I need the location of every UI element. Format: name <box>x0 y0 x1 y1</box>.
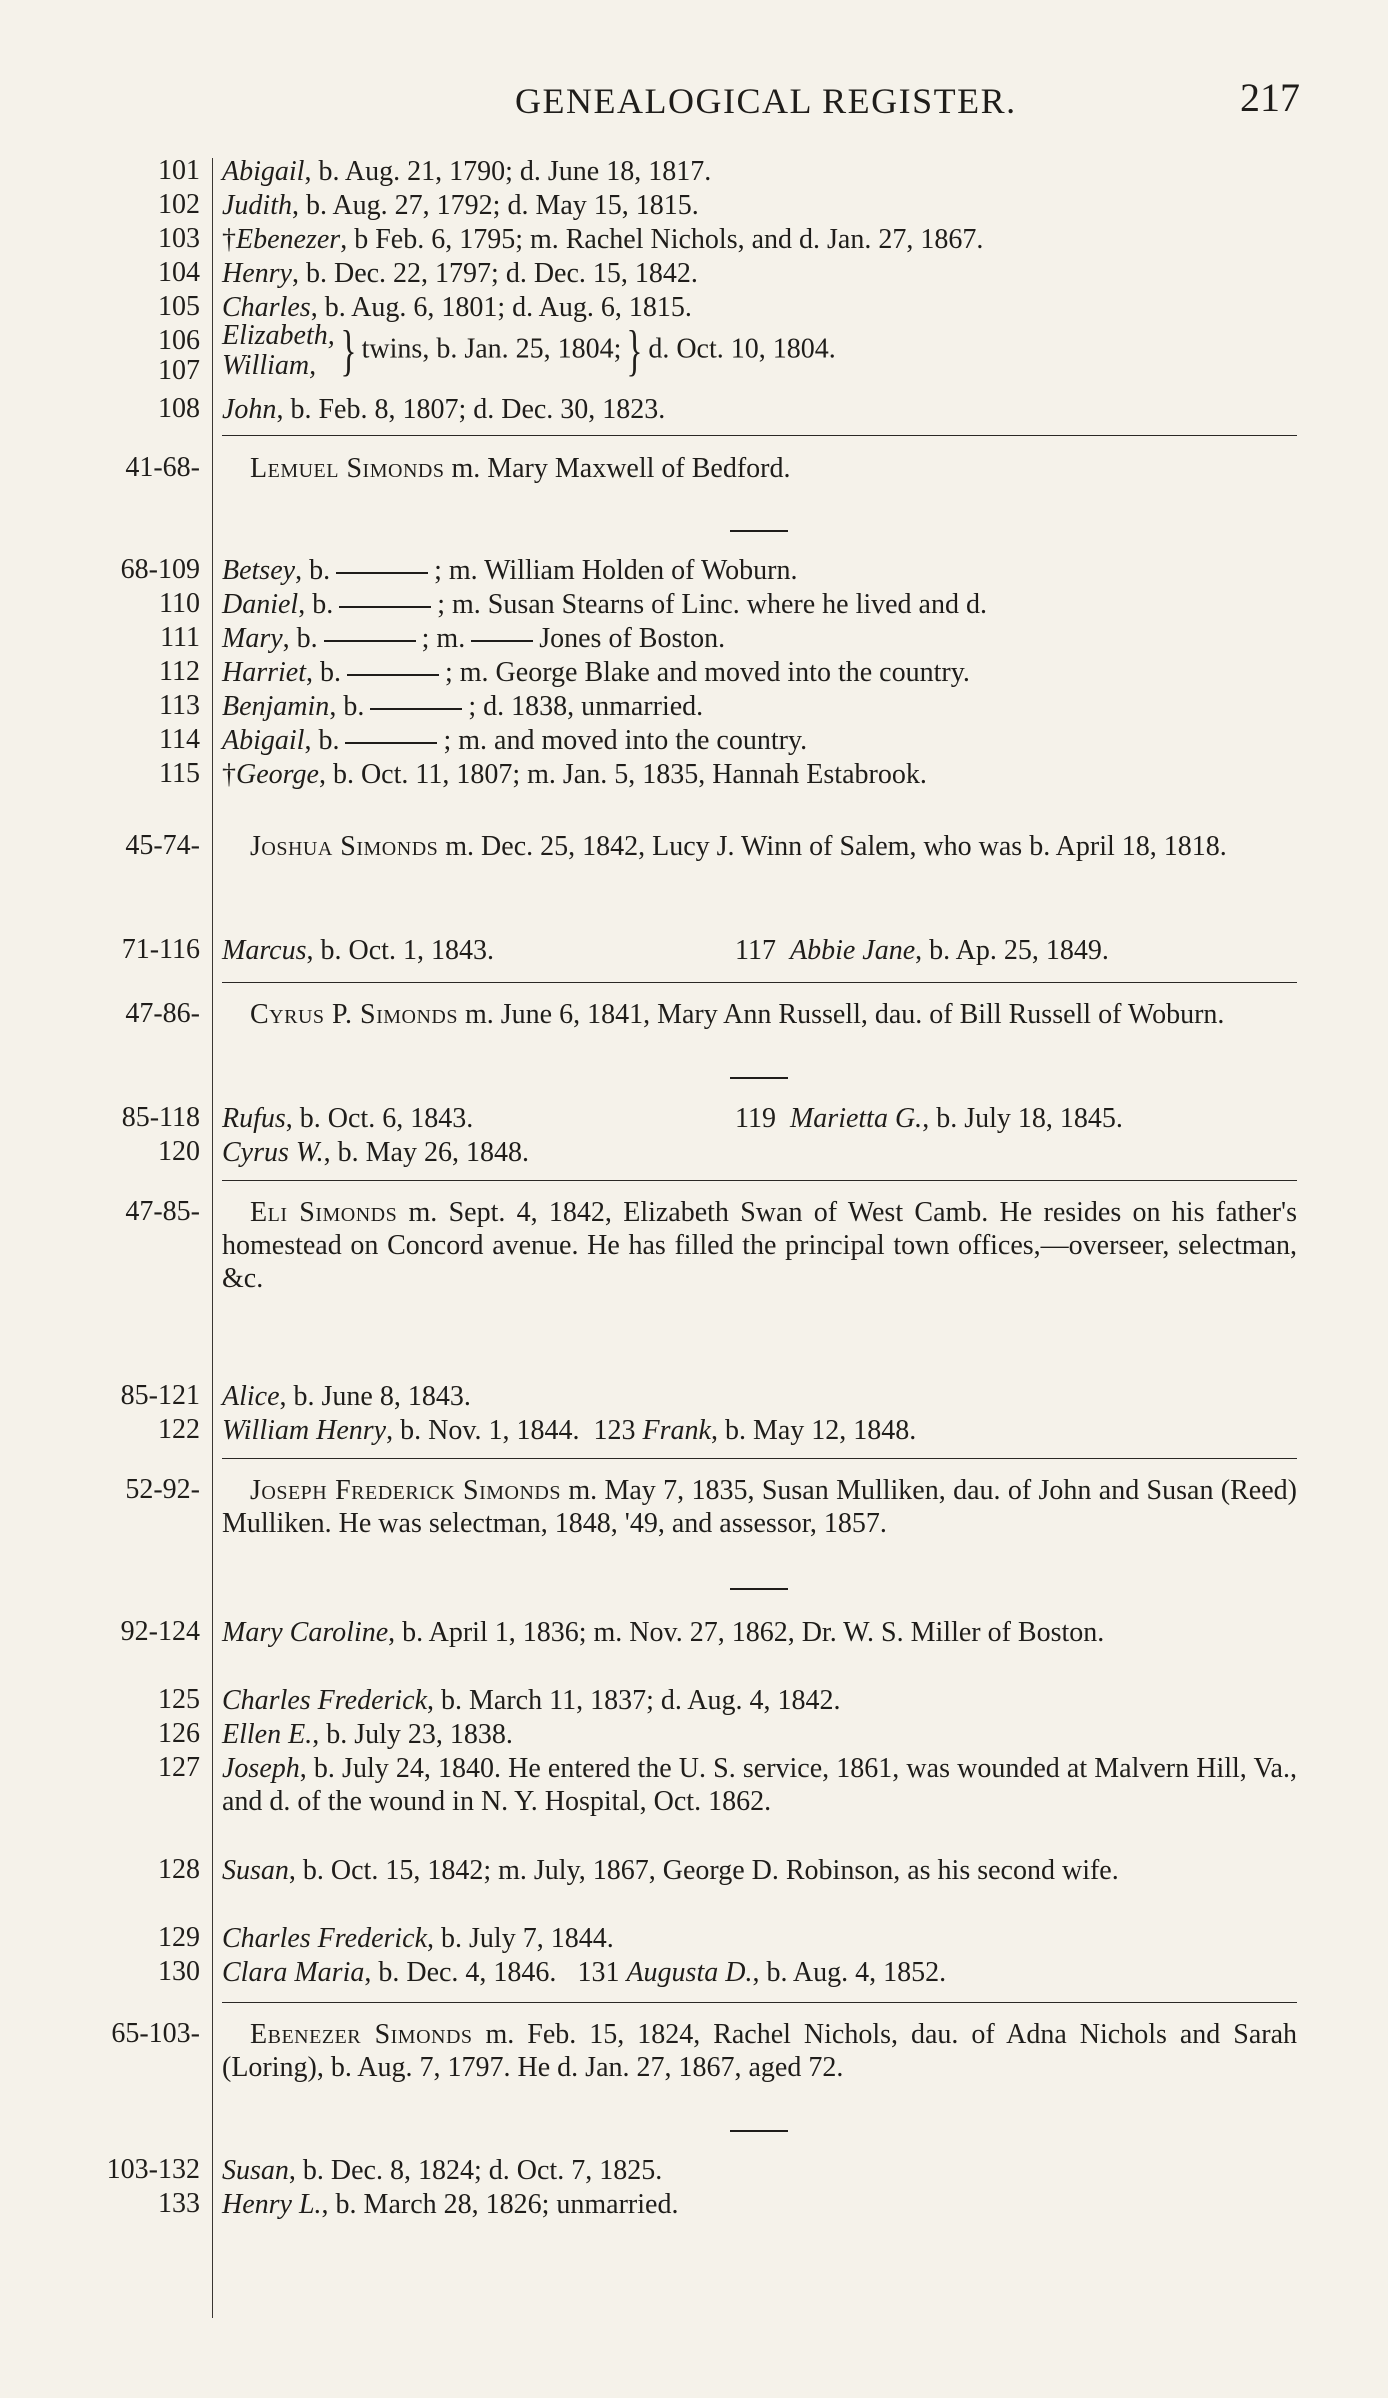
entry-text: , b. <box>304 725 340 756</box>
page-header <box>0 70 1388 130</box>
husband-name: Eli Simonds <box>250 1197 398 1228</box>
husband-name: Cyrus P. Simonds <box>250 999 458 1030</box>
blank-dash <box>324 640 416 642</box>
child-name: John <box>222 394 277 425</box>
entry-number: 112 <box>159 656 200 687</box>
entry-text: , b. April 1, 1836; m. Nov. 27, 1862, Dr. W. S. Miller of Boston. <box>388 1617 1105 1648</box>
child-name: Alice <box>222 1381 280 1412</box>
entry-number: 111 <box>160 622 200 653</box>
section-rule <box>222 982 1297 983</box>
entry-text: ; m. William Holden of Woburn. <box>434 555 798 586</box>
entry-number: 103-132 <box>106 2154 200 2185</box>
child-name: Clara Maria <box>222 1957 365 1988</box>
entry-number: 105 <box>158 291 200 322</box>
entry-number: 133 <box>158 2188 200 2219</box>
entry-number: 85-121 <box>120 1380 200 1411</box>
husband-name: Ebenezer Simonds <box>250 2019 473 2050</box>
entry-number: 131 <box>577 1957 620 1988</box>
entry-text: , b. July 23, 1838. <box>312 1719 513 1750</box>
blank-dash <box>345 742 437 744</box>
husband-name: Lemuel Simonds <box>250 453 445 484</box>
entry-text: , b. Nov. 1, 1844. <box>386 1415 580 1446</box>
entry-number: 114 <box>159 724 200 755</box>
entry-number: 103 <box>158 223 200 254</box>
brace-icon: } <box>626 320 643 382</box>
child-name: Charles Frederick <box>222 1685 428 1716</box>
blank-dash <box>339 606 431 608</box>
entry-text: , b. <box>329 691 365 722</box>
family-ref: 45-74- <box>125 830 200 861</box>
entry-text: , b. July 7, 1844. <box>427 1923 614 1954</box>
column-rule <box>212 158 213 2318</box>
entry-number: 71-116 <box>121 934 200 965</box>
entry-number: 113 <box>159 690 200 721</box>
child-name: Daniel <box>222 589 299 620</box>
entry-number: 108 <box>158 393 200 424</box>
family-text: m. Mary Maxwell of Bedford. <box>444 453 791 484</box>
child-name: Betsey <box>222 555 296 586</box>
child-name: Rufus <box>222 1103 286 1134</box>
entry-text: Jones of Boston. <box>539 623 726 654</box>
entry-number: 107 <box>158 355 200 386</box>
section-rule <box>222 2002 1297 2003</box>
dagger-mark: † <box>222 224 236 255</box>
child-name: Susan <box>222 1855 289 1886</box>
dagger-mark: † <box>222 759 236 790</box>
entry-number: 120 <box>158 1136 200 1167</box>
entry-text: , b. May 12, 1848. <box>710 1415 917 1446</box>
entry-text: , b. Ap. 25, 1849. <box>915 935 1109 966</box>
child-name: Cyrus W. <box>222 1137 324 1168</box>
entry-text: , b. May 26, 1848. <box>323 1137 529 1168</box>
child-name: Henry <box>222 258 292 289</box>
entry-text: , b. <box>295 555 331 586</box>
twins-death: d. Oct. 10, 1804. <box>648 333 836 365</box>
entry-number: 119 <box>735 1103 776 1134</box>
section-rule <box>222 1180 1297 1181</box>
twins-text: twins, b. Jan. 25, 1804; <box>361 333 622 365</box>
child-name: Marcus <box>222 935 307 966</box>
entry-text: ; m. Susan Stearns of Linc. where he lived and d. <box>437 589 987 620</box>
entry-text: , b. July 18, 1845. <box>922 1103 1123 1134</box>
child-name: William Henry <box>222 1415 387 1446</box>
entry-number: 115 <box>159 758 200 789</box>
child-name: Ebenezer <box>236 224 341 255</box>
child-name: Ellen E. <box>222 1719 313 1750</box>
entry-text: , b Feb. 6, 1795; m. Rachel Nichols, and d. Jan. 27, 1867. <box>340 224 984 255</box>
short-rule <box>730 2130 788 2132</box>
child-name: Joseph <box>222 1753 300 1784</box>
entry-text: , b. Aug. 27, 1792; d. May 15, 1815. <box>292 190 699 221</box>
entry-text: , b. June 8, 1843. <box>279 1381 471 1412</box>
family-text: m. June 6, 1841, Mary Ann Russell, dau. of Bill Russell of Woburn. <box>457 999 1225 1030</box>
entry-text: , b. Feb. 8, 1807; d. Dec. 30, 1823. <box>276 394 666 425</box>
blank-dash <box>471 640 533 642</box>
child-name: Augusta D. <box>626 1957 753 1988</box>
entry-text: , b. Aug. 6, 1801; d. Aug. 6, 1815. <box>310 292 692 323</box>
entry-text: , b. Oct. 15, 1842; m. July, 1867, George D. Robinson, as his second wife. <box>288 1855 1119 1886</box>
entry-number: 128 <box>158 1854 200 1885</box>
entry-text: , b. <box>306 657 341 688</box>
blank-dash <box>336 572 428 574</box>
short-rule <box>730 1588 788 1590</box>
entry-text: , b. <box>282 623 318 654</box>
child-name: Harriet <box>222 657 306 688</box>
child-name: Abigail <box>222 725 305 756</box>
entry-text: ; d. 1838, unmarried. <box>468 691 704 722</box>
family-text: m. May 7, 1835, Susan Mulliken, dau. of John and Susan (Reed) Mulliken. He was selectman, 1848, '49, and assessor, 1857. <box>222 1475 1297 1539</box>
family-ref: 52-92- <box>125 1474 200 1505</box>
short-rule <box>730 1077 788 1079</box>
child-name: Henry L. <box>222 2189 322 2220</box>
entry-text: , b. March 11, 1837; d. Aug. 4, 1842. <box>427 1685 841 1716</box>
entry-number: 106 <box>158 325 200 356</box>
entry-text: , b. Oct. 6, 1843. <box>285 1103 474 1134</box>
entry-text: , b. <box>298 589 334 620</box>
section-rule <box>222 435 1297 436</box>
family-ref: 47-86- <box>125 998 200 1029</box>
short-rule <box>730 530 788 532</box>
child-name: Charles Frederick <box>222 1923 428 1954</box>
entry-number: 122 <box>158 1414 200 1445</box>
child-name: Marietta G. <box>789 1103 923 1134</box>
entry-number: 123 <box>593 1415 636 1446</box>
child-name: Abbie Jane <box>789 935 916 966</box>
entry-number: 129 <box>158 1922 200 1953</box>
entry-text: , b. March 28, 1826; unmarried. <box>321 2189 679 2220</box>
entry-number: 85-118 <box>121 1102 200 1133</box>
family-text: m. Feb. 15, 1824, Rachel Nichols, dau. of Adna Nichols and Sarah (Loring), b. Aug. 7, 1797. He d. Jan. 27, 1867, aged 72. <box>222 2019 1298 2083</box>
entry-text: , b. Aug. 4, 1852. <box>752 1957 947 1988</box>
husband-name: Joshua Simonds <box>250 831 439 862</box>
child-name: George <box>236 759 319 790</box>
child-name: William, <box>222 350 317 381</box>
entry-text: , b. Dec. 4, 1846. <box>364 1957 557 1988</box>
child-name: Judith <box>222 190 292 221</box>
entry-text: , b. Dec. 8, 1824; d. Oct. 7, 1825. <box>288 2155 663 2186</box>
child-name: Charles <box>222 292 311 323</box>
entry-text: , b. Oct. 11, 1807; m. Jan. 5, 1835, Hannah Estabrook. <box>318 759 927 790</box>
entry-text: , b. July 24, 1840. He entered the U. S. service, 1861, was wounded at Malvern Hill, Va., and d. of the wound in N. Y. Hospital, Oct. 1862. <box>222 1753 1297 1817</box>
family-text: m. Dec. 25, 1842, Lucy J. Winn of Salem, who was b. April 18, 1818. <box>438 831 1227 862</box>
family-text: m. Sept. 4, 1842, Elizabeth Swan of West Camb. He resides on his father's homestead on Concord avenue. He has filled the principal town offices,—overseer, selectman, &c. <box>222 1197 1297 1294</box>
family-ref: 65-103- <box>111 2018 200 2049</box>
family-ref: 41-68- <box>125 452 200 483</box>
entry-number: 92-124 <box>120 1616 200 1647</box>
entry-number: 130 <box>158 1956 200 1987</box>
section-rule <box>222 1458 1297 1459</box>
entry-text: , b. Aug. 21, 1790; d. June 18, 1817. <box>304 156 712 187</box>
entry-text: ; m. George Blake and moved into the country. <box>445 657 970 688</box>
entry-number: 127 <box>158 1752 200 1783</box>
entry-number: 110 <box>159 588 200 619</box>
blank-dash <box>370 708 462 710</box>
child-name: Mary <box>222 623 283 654</box>
entry-number: 68-109 <box>120 554 200 585</box>
child-name: Susan <box>222 2155 289 2186</box>
entry-text: , b. Dec. 22, 1797; d. Dec. 15, 1842. <box>291 258 698 289</box>
entry-text: , b. Oct. 1, 1843. <box>306 935 494 966</box>
entry-number: 101 <box>158 155 200 186</box>
entry-text: ; m. <box>421 623 466 654</box>
husband-name: Joseph Frederick Simonds <box>250 1475 561 1506</box>
running-head: GENEALOGICAL REGISTER. <box>515 81 1017 121</box>
entry-number: 104 <box>158 257 200 288</box>
child-name: Frank <box>642 1415 711 1446</box>
blank-dash <box>347 674 439 676</box>
child-name: Abigail <box>222 156 305 187</box>
child-name: Benjamin <box>222 691 330 722</box>
child-name: Mary Caroline <box>222 1617 389 1648</box>
brace-icon: } <box>340 320 357 382</box>
entry-number: 117 <box>735 935 776 966</box>
page-number: 217 <box>1240 75 1300 120</box>
entry-number: 126 <box>158 1718 200 1749</box>
entry-number: 125 <box>158 1684 200 1715</box>
child-name: Elizabeth, <box>222 320 335 351</box>
entry-number: 102 <box>158 189 200 220</box>
entry-text: ; m. and moved into the country. <box>443 725 808 756</box>
family-ref: 47-85- <box>125 1196 200 1227</box>
